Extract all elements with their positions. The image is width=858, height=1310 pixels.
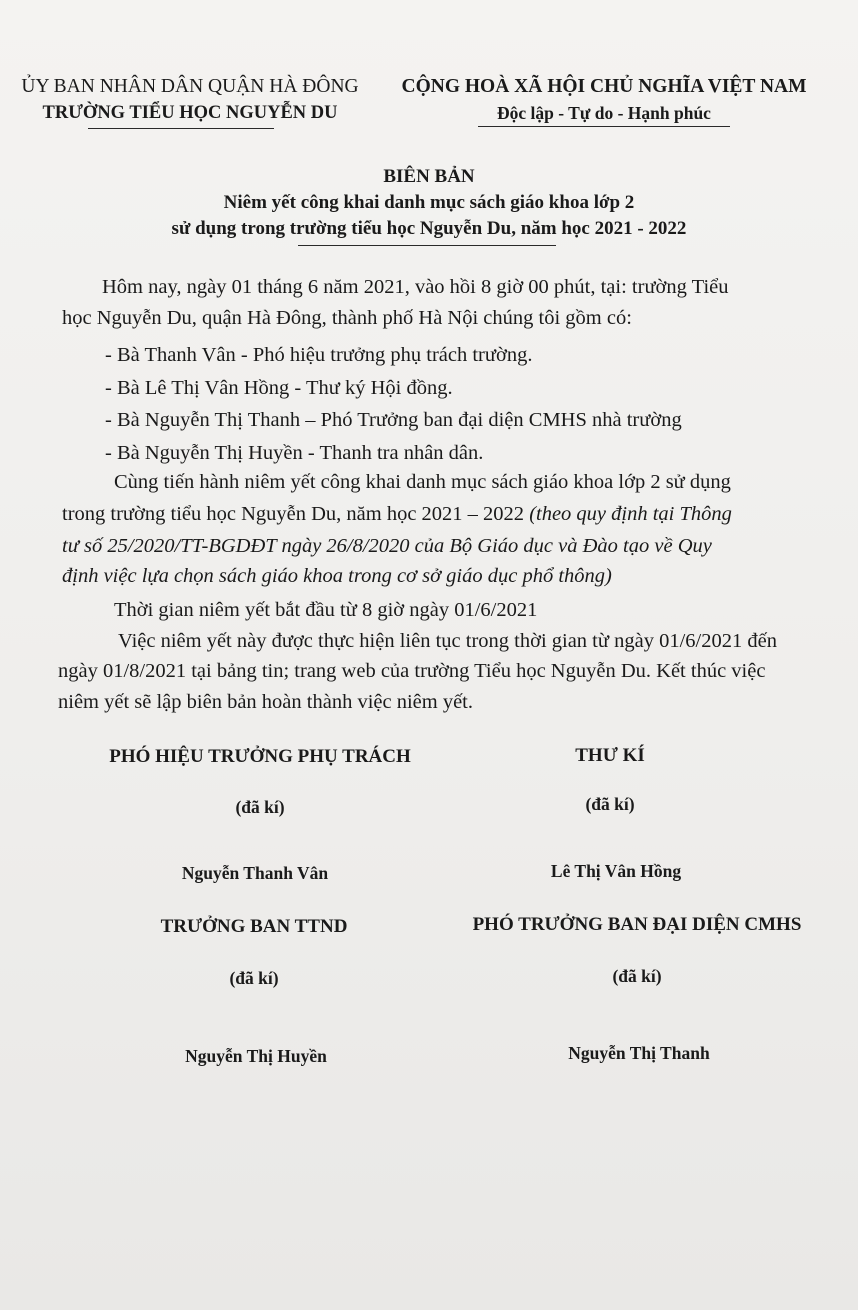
member-item: - Bà Thanh Vân - Phó hiệu trưởng phụ trách trường.	[105, 344, 533, 366]
vice-principal-name: Nguyễn Thanh Vân	[181, 863, 329, 883]
member-item: - Bà Lê Thị Vân Hồng - Thư ký Hội đồng.	[105, 377, 453, 399]
posting-period-line3: niêm yết sẽ lập biên bản hoàn thành việc niêm yết.	[58, 691, 473, 713]
header-left	[0, 74, 380, 126]
country-name: CỘNG HOÀ XÃ HỘI CHỦ NGHĨA VIỆT NAM	[401, 76, 807, 97]
intro-line2: học Nguyễn Du, quận Hà Đông, thành phố Hà Nội chúng tôi gồm có:	[62, 307, 632, 329]
intro-line1: Hôm nay, ngày 01 tháng 6 năm 2021, vào hồi 8 giờ 00 phút, tại: trường Tiểu	[102, 276, 729, 298]
parents-rep-name: Nguyễn Thị Thanh	[568, 1043, 710, 1063]
action-line2	[62, 499, 732, 530]
header-right	[388, 74, 820, 126]
parents-rep-title: PHÓ TRƯỞNG BAN ĐẠI DIỆN CMHS	[472, 914, 802, 935]
motto-underline	[478, 126, 730, 127]
district-committee: ỦY BAN NHÂN DÂN QUẬN HÀ ĐÔNG	[21, 76, 359, 97]
member-item: - Bà Nguyễn Thị Thanh – Phó Trưởng ban đại diện CMHS nhà trường	[105, 409, 682, 431]
document-subtitle-line2: sử dụng trong trường tiểu học Nguyễn Du, năm học 2021 - 2022	[171, 218, 687, 239]
inspection-head-title: TRƯỞNG BAN TTND	[160, 916, 348, 937]
document-subtitle-line1: Niêm yết công khai danh mục sách giáo khoa lớp 2	[223, 192, 635, 213]
parents-rep-signed: (đã kí)	[612, 966, 662, 986]
member-item: - Bà Nguyễn Thị Huyền - Thanh tra nhân dân.	[105, 442, 484, 464]
document-title: BIÊN BẢN	[383, 166, 475, 187]
national-motto: Độc lập - Tự do - Hạnh phúc	[497, 103, 711, 123]
regulation-reference-line2: tư số 25/2020/TT-BGDĐT ngày 26/8/2020 của Bộ Giáo dục và Đào tạo về Quy	[62, 535, 712, 557]
school-name: TRƯỜNG TIỂU HỌC NGUYỄN DU	[42, 103, 338, 123]
action-line2-text: trong trường tiểu học Nguyễn Du, năm học 2021 – 2022	[62, 503, 525, 525]
inspection-head-signed: (đã kí)	[229, 968, 279, 988]
posting-start-time: Thời gian niêm yết bắt đầu từ 8 giờ ngày 01/6/2021	[114, 599, 538, 621]
vice-principal-title: PHÓ HIỆU TRƯỞNG PHỤ TRÁCH	[109, 746, 411, 767]
secretary-title: THƯ KÍ	[575, 745, 645, 766]
regulation-reference-line3: định việc lựa chọn sách giáo khoa trong cơ sở giáo dục phổ thông)	[62, 565, 612, 587]
secretary-name: Lê Thị Vân Hồng	[550, 861, 682, 881]
inspection-head-name: Nguyễn Thị Huyền	[185, 1046, 327, 1066]
posting-period-line1: Việc niêm yết này được thực hiện liên tục trong thời gian từ ngày 01/6/2021 đến	[118, 630, 777, 652]
action-line1: Cùng tiến hành niêm yết công khai danh mục sách giáo khoa lớp 2 sử dụng	[114, 471, 731, 493]
vice-principal-signed: (đã kí)	[235, 797, 285, 817]
school-name-underline	[88, 128, 274, 129]
title-underline	[298, 245, 556, 246]
regulation-reference-start: (theo quy định tại Thông	[529, 503, 732, 525]
secretary-signed: (đã kí)	[585, 794, 635, 814]
posting-period-line2: ngày 01/8/2021 tại bảng tin; trang web của trường Tiểu học Nguyễn Du. Kết thúc việc	[58, 660, 766, 682]
